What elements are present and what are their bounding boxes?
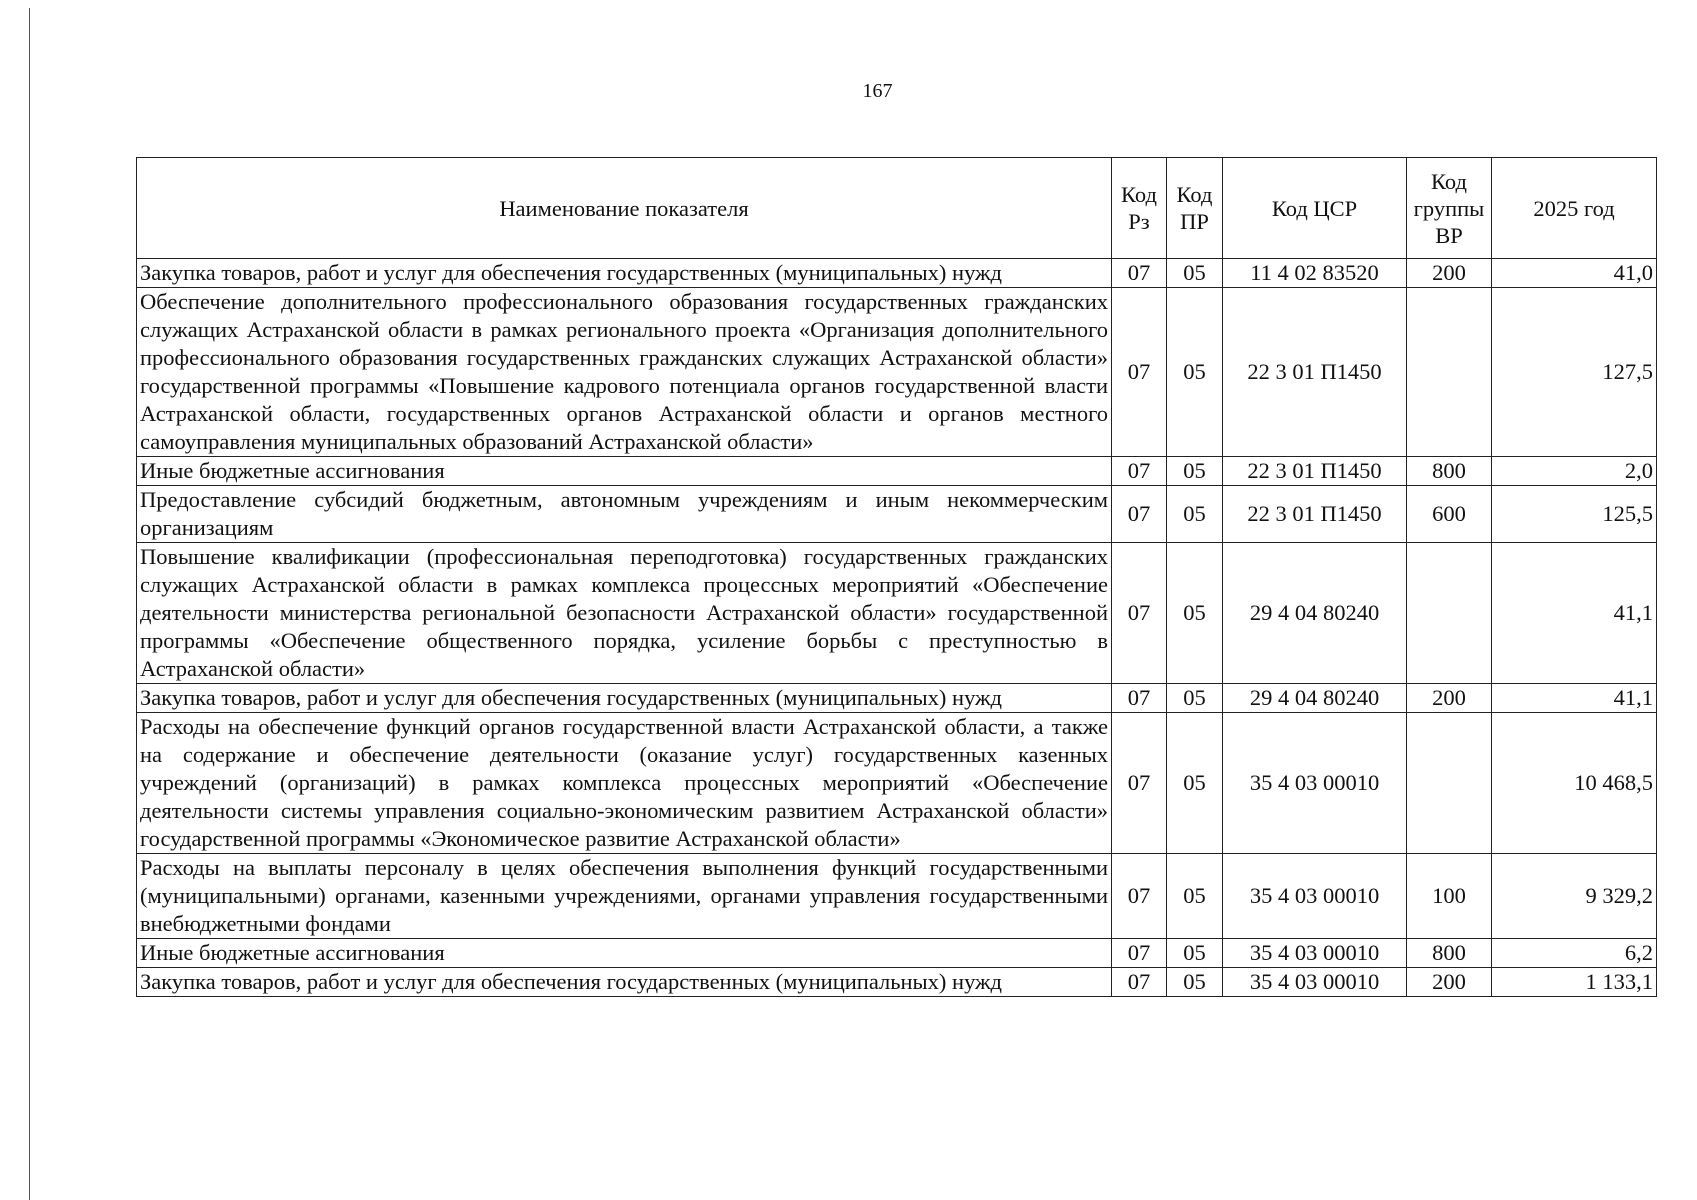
cell-pr: 05	[1167, 457, 1223, 486]
cell-name: Повышение квалификации (профессиональная переподготовка) государственных гражданских служащих Астраханской области в рамках комплекса процессных мероприятий «Обеспечение деятельности министерства региональной безопасности Астраханской области» государственной программы «Обеспечение общественного порядка, усиление борьбы с преступностью в Астраханской области»	[137, 543, 1112, 684]
table-row	[137, 543, 1657, 684]
table-row	[137, 713, 1657, 854]
cell-name: Закупка товаров, работ и услуг для обеспечения государственных (муниципальных) нужд	[137, 259, 1112, 288]
cell-amount: 41,1	[1492, 684, 1657, 713]
table-body	[137, 259, 1657, 997]
cell-csr: 22 3 01 П1450	[1223, 457, 1407, 486]
cell-name: Предоставление субсидий бюджетным, автономным учреждениям и иным некоммерческим организациям	[137, 486, 1112, 543]
cell-rz: 07	[1112, 713, 1167, 854]
table-row	[137, 457, 1657, 486]
cell-amount: 41,1	[1492, 543, 1657, 684]
cell-vr	[1407, 288, 1492, 457]
cell-rz: 07	[1112, 259, 1167, 288]
cell-pr: 05	[1167, 713, 1223, 854]
cell-vr: 200	[1407, 684, 1492, 713]
page-number: 167	[862, 80, 893, 102]
cell-pr: 05	[1167, 288, 1223, 457]
cell-amount: 125,5	[1492, 486, 1657, 543]
cell-amount: 2,0	[1492, 457, 1657, 486]
cell-vr: 100	[1407, 854, 1492, 939]
table-row	[137, 259, 1657, 288]
cell-csr: 35 4 03 00010	[1223, 854, 1407, 939]
cell-csr: 35 4 03 00010	[1223, 968, 1407, 997]
cell-csr: 11 4 02 83520	[1223, 259, 1407, 288]
cell-rz: 07	[1112, 854, 1167, 939]
header-rz: Код Рз	[1112, 158, 1167, 259]
table-row	[137, 939, 1657, 968]
cell-vr: 800	[1407, 939, 1492, 968]
cell-csr: 22 3 01 П1450	[1223, 288, 1407, 457]
header-csr: Код ЦСР	[1223, 158, 1407, 259]
cell-pr: 05	[1167, 486, 1223, 543]
header-name: Наименование показателя	[137, 158, 1112, 259]
cell-rz: 07	[1112, 457, 1167, 486]
table-row	[137, 486, 1657, 543]
header-pr: Код ПР	[1167, 158, 1223, 259]
cell-vr	[1407, 543, 1492, 684]
cell-pr: 05	[1167, 939, 1223, 968]
cell-name: Закупка товаров, работ и услуг для обеспечения государственных (муниципальных) нужд	[137, 684, 1112, 713]
cell-csr: 22 3 01 П1450	[1223, 486, 1407, 543]
table-row	[137, 968, 1657, 997]
cell-pr: 05	[1167, 854, 1223, 939]
cell-name: Расходы на обеспечение функций органов государственной власти Астраханской области, а также на содержание и обеспечение деятельности (оказание услуг) государственных казенных учреждений (организаций) в рамках комплекса процессных мероприятий «Обеспечение деятельности системы управления социально-экономическим развитием Астраханской области» государственной программы «Экономическое развитие Астраханской области»	[137, 713, 1112, 854]
cell-amount: 6,2	[1492, 939, 1657, 968]
cell-amount: 41,0	[1492, 259, 1657, 288]
cell-amount: 127,5	[1492, 288, 1657, 457]
cell-pr: 05	[1167, 543, 1223, 684]
cell-rz: 07	[1112, 543, 1167, 684]
header-vr: Код группы ВР	[1407, 158, 1492, 259]
cell-amount: 1 133,1	[1492, 968, 1657, 997]
table-header	[137, 158, 1657, 259]
cell-name: Иные бюджетные ассигнования	[137, 457, 1112, 486]
budget-table	[136, 157, 1657, 997]
cell-amount: 9 329,2	[1492, 854, 1657, 939]
cell-name: Закупка товаров, работ и услуг для обеспечения государственных (муниципальных) нужд	[137, 968, 1112, 997]
cell-rz: 07	[1112, 288, 1167, 457]
cell-pr: 05	[1167, 259, 1223, 288]
cell-vr: 600	[1407, 486, 1492, 543]
cell-rz: 07	[1112, 684, 1167, 713]
cell-name: Иные бюджетные ассигнования	[137, 939, 1112, 968]
cell-rz: 07	[1112, 486, 1167, 543]
cell-amount: 10 468,5	[1492, 713, 1657, 854]
table-row	[137, 684, 1657, 713]
cell-rz: 07	[1112, 939, 1167, 968]
header-row	[137, 158, 1657, 259]
page-edge-line	[29, 8, 30, 1200]
cell-name: Расходы на выплаты персоналу в целях обеспечения выполнения функций государственными (муниципальными) органами, казенными учреждениями, органами управления государственными внебюджетными фондами	[137, 854, 1112, 939]
table-row	[137, 854, 1657, 939]
cell-pr: 05	[1167, 968, 1223, 997]
header-year: 2025 год	[1492, 158, 1657, 259]
cell-csr: 35 4 03 00010	[1223, 713, 1407, 854]
cell-csr: 29 4 04 80240	[1223, 543, 1407, 684]
cell-csr: 35 4 03 00010	[1223, 939, 1407, 968]
cell-vr: 800	[1407, 457, 1492, 486]
cell-csr: 29 4 04 80240	[1223, 684, 1407, 713]
cell-vr	[1407, 713, 1492, 854]
table-row	[137, 288, 1657, 457]
cell-name: Обеспечение дополнительного профессионального образования государственных гражданских служащих Астраханской области в рамках регионального проекта «Организация дополнительного профессионального образования государственных гражданских служащих Астраханской области» государственной программы «Повышение кадрового потенциала органов государственной власти Астраханской области, государственных органов Астраханской области и органов местного самоуправления муниципальных образований Астраханской области»	[137, 288, 1112, 457]
cell-rz: 07	[1112, 968, 1167, 997]
cell-pr: 05	[1167, 684, 1223, 713]
cell-vr: 200	[1407, 968, 1492, 997]
cell-vr: 200	[1407, 259, 1492, 288]
